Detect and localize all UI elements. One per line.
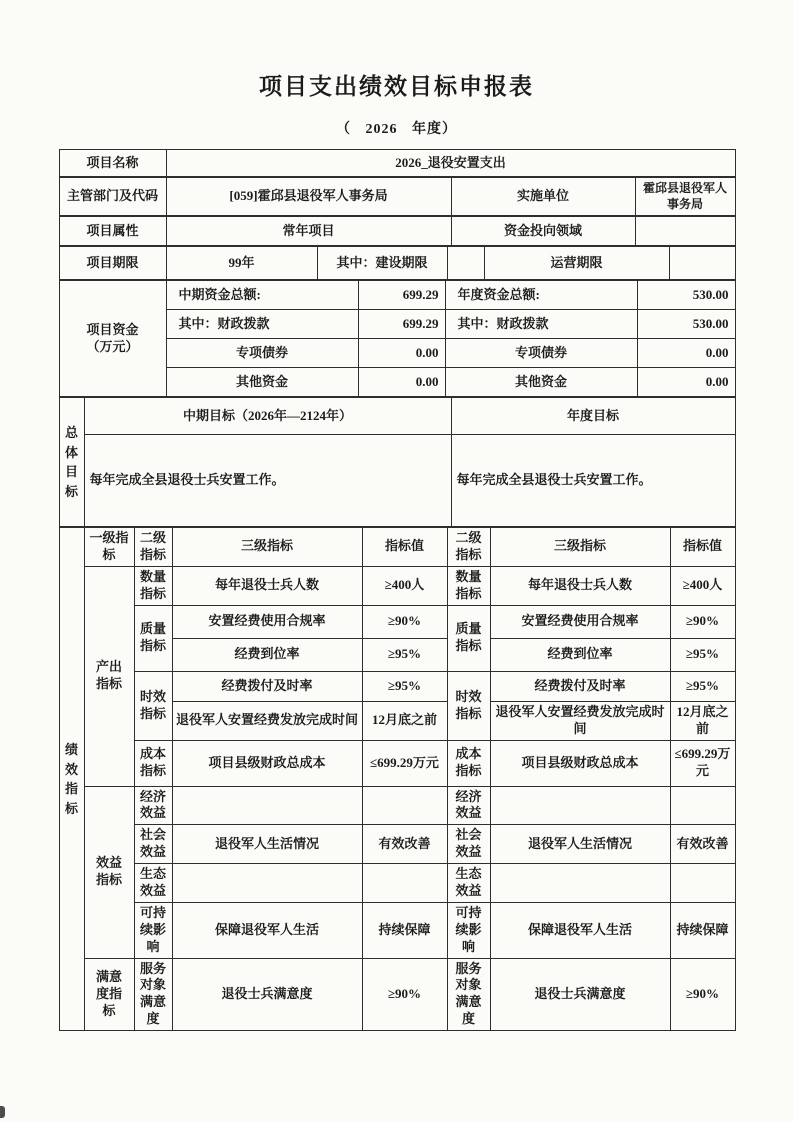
funding-mid-value-cell: 0.00 bbox=[358, 339, 445, 368]
value-cell bbox=[362, 786, 447, 825]
project-name-table bbox=[59, 149, 736, 177]
dept-table bbox=[59, 177, 736, 216]
project-period-value-cell: 99年 bbox=[166, 247, 317, 280]
indicator-row bbox=[59, 605, 735, 638]
dept-code-label-cell: 主管部门及代码 bbox=[59, 178, 166, 216]
indicator-row bbox=[59, 671, 735, 701]
level1-group-satisfaction-cell: 满意度指标 bbox=[84, 958, 134, 1031]
level2-annual-cell: 可持续影响 bbox=[447, 902, 490, 958]
overall-goal-table bbox=[59, 397, 736, 527]
table-row bbox=[59, 435, 735, 527]
funding-row bbox=[59, 281, 735, 310]
level2-cell: 可持续影响 bbox=[134, 902, 172, 958]
funding-mid-label-cell: 专项债券 bbox=[166, 339, 358, 368]
funding-mid-value-cell: 0.00 bbox=[358, 368, 445, 397]
mid-term-goal-header-cell: 中期目标（2026年—2124年） bbox=[84, 398, 451, 435]
value-cell: ≥90% bbox=[362, 958, 447, 1031]
level2-cell: 成本指标 bbox=[134, 740, 172, 786]
level2-cell: 生态效益 bbox=[134, 864, 172, 903]
funding-area-value-cell bbox=[635, 217, 735, 246]
level2-annual-cell: 数量指标 bbox=[447, 566, 490, 605]
level3-annual-cell: 退役军人生活情况 bbox=[490, 825, 670, 864]
level2-annual-cell: 经济效益 bbox=[447, 786, 490, 825]
funding-annual-label-cell: 专项债券 bbox=[445, 339, 637, 368]
dept-code-value-cell: [059]霍邱县退役军人事务局 bbox=[166, 178, 451, 216]
value-cell: ≥95% bbox=[362, 638, 447, 671]
funding-annual-value-cell: 0.00 bbox=[637, 339, 735, 368]
level3-annual-cell: 退役士兵满意度 bbox=[490, 958, 670, 1031]
funding-annual-label-cell: 其他资金 bbox=[445, 368, 637, 397]
level3-annual-cell bbox=[490, 786, 670, 825]
level3-cell: 退役士兵满意度 bbox=[172, 958, 362, 1031]
construction-period-value-cell bbox=[447, 247, 484, 280]
performance-section-cell: 绩效指标 bbox=[59, 528, 84, 1031]
table-row bbox=[59, 398, 735, 435]
table-row bbox=[59, 217, 735, 246]
indicator-row bbox=[59, 902, 735, 958]
declaration-form bbox=[59, 149, 735, 1031]
level3-annual-cell: 经费到位率 bbox=[490, 638, 670, 671]
value-annual-cell: 有效改善 bbox=[670, 825, 735, 864]
level2-annual-header-cell: 二级指标 bbox=[447, 528, 490, 567]
funding-section-label-line2: （万元） bbox=[86, 338, 139, 354]
level3-cell: 安置经费使用合规率 bbox=[172, 605, 362, 638]
value-annual-cell: ≥400人 bbox=[670, 566, 735, 605]
operation-period-label-cell: 运营期限 bbox=[484, 247, 669, 280]
annual-goal-header-cell: 年度目标 bbox=[451, 398, 735, 435]
level2-cell: 社会效益 bbox=[134, 825, 172, 864]
level2-cell: 时效指标 bbox=[134, 671, 172, 740]
overall-goal-section-cell: 总体目标 bbox=[59, 398, 84, 527]
value-cell: ≥400人 bbox=[362, 566, 447, 605]
value-cell: 持续保障 bbox=[362, 902, 447, 958]
value-annual-cell: ≥90% bbox=[670, 605, 735, 638]
level3-annual-cell: 保障退役军人生活 bbox=[490, 902, 670, 958]
level2-annual-cell: 质量指标 bbox=[447, 605, 490, 671]
value-annual-cell bbox=[670, 786, 735, 825]
level3-annual-cell: 退役军人安置经费发放完成时间 bbox=[490, 701, 670, 740]
value-annual-header-cell: 指标值 bbox=[670, 528, 735, 567]
indicator-row bbox=[59, 825, 735, 864]
level3-cell: 保障退役军人生活 bbox=[172, 902, 362, 958]
value-cell: ≥95% bbox=[362, 671, 447, 701]
operation-period-value-cell bbox=[669, 247, 735, 280]
value-cell: 有效改善 bbox=[362, 825, 447, 864]
level2-cell: 服务对象满意度 bbox=[134, 958, 172, 1031]
level2-annual-cell: 成本指标 bbox=[447, 740, 490, 786]
level3-cell: 每年退役士兵人数 bbox=[172, 566, 362, 605]
level3-cell: 退役军人安置经费发放完成时间 bbox=[172, 701, 362, 740]
table-row bbox=[59, 528, 735, 567]
value-annual-cell bbox=[670, 864, 735, 903]
table-row bbox=[59, 178, 735, 216]
value-cell: 12月底之前 bbox=[362, 701, 447, 740]
level3-annual-cell: 经费拨付及时率 bbox=[490, 671, 670, 701]
value-annual-cell: ≥95% bbox=[670, 671, 735, 701]
level3-annual-cell bbox=[490, 864, 670, 903]
funding-annual-label-cell: 年度资金总额: bbox=[445, 281, 637, 310]
table-row bbox=[59, 247, 735, 280]
level3-annual-header-cell: 三级指标 bbox=[490, 528, 670, 567]
project-attribute-label-cell: 项目属性 bbox=[59, 217, 166, 246]
project-name-value-cell: 2026_退役安置支出 bbox=[166, 150, 735, 177]
mid-term-goal-text-cell: 每年完成全县退役士兵安置工作。 bbox=[84, 435, 451, 527]
performance-table bbox=[59, 527, 736, 1031]
value-annual-cell: 12月底之前 bbox=[670, 701, 735, 740]
level2-annual-cell: 服务对象满意度 bbox=[447, 958, 490, 1031]
level3-cell: 退役军人生活情况 bbox=[172, 825, 362, 864]
level1-group-output-cell: 产出指标 bbox=[84, 566, 134, 786]
funding-mid-value-cell: 699.29 bbox=[358, 310, 445, 339]
funding-annual-label-cell: 其中：财政拨款 bbox=[445, 310, 637, 339]
year-subtitle: （ 2026 年度） bbox=[336, 122, 457, 137]
funding-annual-value-cell: 530.00 bbox=[637, 310, 735, 339]
level2-header-cell: 二级指标 bbox=[134, 528, 172, 567]
value-header-cell: 指标值 bbox=[362, 528, 447, 567]
indicator-row bbox=[59, 740, 735, 786]
funding-annual-value-cell: 530.00 bbox=[637, 281, 735, 310]
level3-header-cell: 三级指标 bbox=[172, 528, 362, 567]
funding-annual-value-cell: 0.00 bbox=[637, 368, 735, 397]
level2-annual-cell: 社会效益 bbox=[447, 825, 490, 864]
funding-area-label-cell: 资金投向领域 bbox=[451, 217, 635, 246]
funding-mid-label-cell: 其他资金 bbox=[166, 368, 358, 397]
level2-cell: 经济效益 bbox=[134, 786, 172, 825]
value-annual-cell: ≥90% bbox=[670, 958, 735, 1031]
level3-cell bbox=[172, 786, 362, 825]
indicator-row bbox=[59, 864, 735, 903]
level3-cell: 经费到位率 bbox=[172, 638, 362, 671]
value-annual-cell: ≤699.29万元 bbox=[670, 740, 735, 786]
impl-unit-label-cell: 实施单位 bbox=[451, 178, 635, 216]
table-row bbox=[59, 150, 735, 177]
value-cell bbox=[362, 864, 447, 903]
attribute-table bbox=[59, 216, 736, 246]
project-name-label-cell: 项目名称 bbox=[59, 150, 166, 177]
value-annual-cell: ≥95% bbox=[670, 638, 735, 671]
value-cell: ≥90% bbox=[362, 605, 447, 638]
construction-period-label-cell: 其中：建设期限 bbox=[317, 247, 447, 280]
funding-section-label-cell bbox=[59, 281, 166, 397]
indicator-row bbox=[59, 566, 735, 605]
level3-cell bbox=[172, 864, 362, 903]
level1-group-benefit-cell: 效益指标 bbox=[84, 786, 134, 958]
level1-header-cell: 一级指标 bbox=[84, 528, 134, 567]
impl-unit-value-cell: 霍邱县退役军人事务局 bbox=[635, 178, 735, 216]
funding-mid-label-cell: 中期资金总额: bbox=[166, 281, 358, 310]
funding-mid-value-cell: 699.29 bbox=[358, 281, 445, 310]
level2-cell: 数量指标 bbox=[134, 566, 172, 605]
project-attribute-value-cell: 常年项目 bbox=[166, 217, 451, 246]
level3-annual-cell: 每年退役士兵人数 bbox=[490, 566, 670, 605]
level3-cell: 项目县级财政总成本 bbox=[172, 740, 362, 786]
value-annual-cell: 持续保障 bbox=[670, 902, 735, 958]
level2-annual-cell: 时效指标 bbox=[447, 671, 490, 740]
project-period-label-cell: 项目期限 bbox=[59, 247, 166, 280]
indicator-row bbox=[59, 958, 735, 1031]
document-title: 项目支出绩效目标申报表 bbox=[259, 74, 534, 99]
level3-annual-cell: 安置经费使用合规率 bbox=[490, 605, 670, 638]
level3-cell: 经费拨付及时率 bbox=[172, 671, 362, 701]
level2-annual-cell: 生态效益 bbox=[447, 864, 490, 903]
funding-table bbox=[59, 280, 736, 397]
funding-section-label-line1: 项目资金 bbox=[86, 321, 139, 337]
funding-mid-label-cell: 其中：财政拨款 bbox=[166, 310, 358, 339]
level2-cell: 质量指标 bbox=[134, 605, 172, 671]
value-cell: ≤699.29万元 bbox=[362, 740, 447, 786]
indicator-row bbox=[59, 786, 735, 825]
annual-goal-text-cell: 每年完成全县退役士兵安置工作。 bbox=[451, 435, 735, 527]
scan-artifact bbox=[0, 1106, 5, 1118]
period-table bbox=[59, 246, 736, 280]
level3-annual-cell: 项目县级财政总成本 bbox=[490, 740, 670, 786]
